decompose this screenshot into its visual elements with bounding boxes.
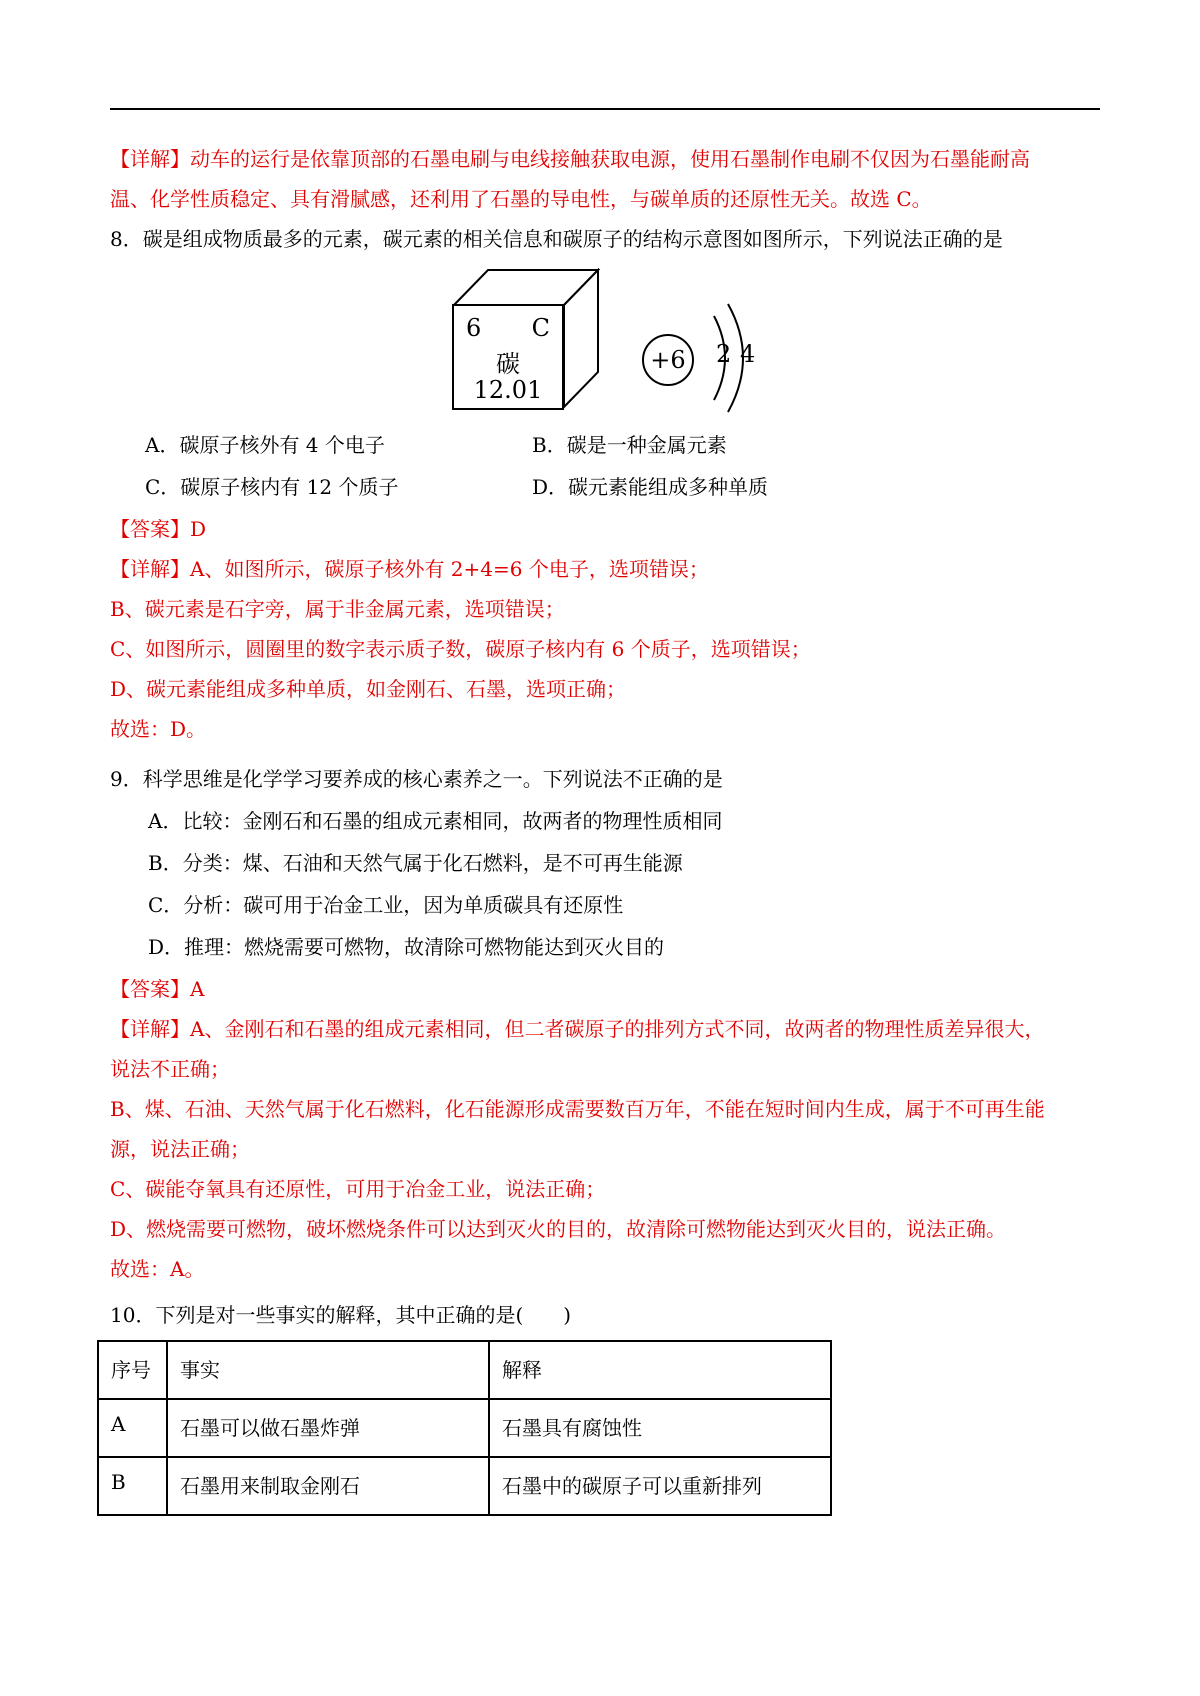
q9-detail-line: C、碳能夺氧具有还原性，可用于冶金工业，说法正确； (110, 1177, 606, 1201)
table-header-cell: 事实 (167, 1341, 489, 1399)
q8-detail-line: D、碳元素能组成多种单质，如金刚石、石墨，选项正确； (110, 677, 627, 701)
table-cell: 石墨具有腐蚀性 (489, 1399, 831, 1457)
q9-detail-line: 说法不正确； (110, 1057, 230, 1081)
table-header-row (98, 1341, 831, 1399)
q9-detail-line: 【详解】A、金刚石和石墨的组成元素相同，但二者碳原子的排列方式不同，故两者的物理性质差异很大， (110, 1017, 1045, 1041)
atomic-mass: 12.01 (473, 376, 543, 404)
table-header-cell: 序号 (98, 1341, 167, 1399)
q8-detail-line: 【详解】A、如图所示，碳原子核外有 2+4=6 个电子，选项错误； (110, 557, 709, 581)
table-cell: 石墨用来制取金刚石 (167, 1457, 489, 1515)
table-cell: 石墨可以做石墨炸弹 (167, 1399, 489, 1457)
table-cell: A (98, 1399, 167, 1457)
shell-2-electrons: 4 (740, 340, 756, 368)
shell-1-electrons: 2 (716, 340, 732, 368)
q9-stem: 9．科学思维是化学学习要养成的核心素养之一。下列说法不正确的是 (110, 767, 723, 791)
q10-table (97, 1340, 832, 1516)
table-cell: B (98, 1457, 167, 1515)
q9-detail-line: B、煤、石油、天然气属于化石燃料，化石能源形成需要数百万年，不能在短时间内生成，属于不可再生能 (110, 1097, 1045, 1121)
q9-option: A．比较：金刚石和石墨的组成元素相同，故两者的物理性质相同 (148, 809, 723, 833)
header-rule (110, 108, 1100, 110)
q9-option: B．分类：煤、石油和天然气属于化石燃料，是不可再生能源 (148, 851, 683, 875)
q8-option-d: D．碳元素能组成多种单质 (532, 475, 769, 499)
atomic-number: 6 (466, 314, 482, 342)
q9-detail-line: 故选：A。 (110, 1257, 205, 1281)
q8-option-a: A．碳原子核外有 4 个电子 (145, 433, 385, 457)
table-header-cell: 解释 (489, 1341, 831, 1399)
q7-detail-line1 (110, 146, 1030, 172)
carbon-figure (452, 268, 762, 418)
nucleus-circle: +6 (642, 334, 694, 386)
q10-stem: 10．下列是对一些事实的解释，其中正确的是( ) (110, 1303, 572, 1327)
element-tile (452, 304, 564, 410)
element-name: 碳 (496, 350, 520, 378)
element-symbol: C (531, 314, 550, 342)
q8-stem: 8．碳是组成物质最多的元素，碳元素的相关信息和碳原子的结构示意图如图所示，下列说法正确的是 (110, 227, 1003, 251)
q7-detail-line2: 温、化学性质稳定、具有滑腻感，还利用了石墨的导电性，与碳单质的还原性无关。故选 C。 (110, 187, 932, 211)
q8-option-b: B．碳是一种金属元素 (532, 433, 727, 457)
table-row (98, 1457, 831, 1515)
q9-detail-line: D、燃烧需要可燃物，破坏燃烧条件可以达到灭火的目的，故清除可燃物能达到灭火目的，说法正确。 (110, 1217, 1007, 1241)
q8-answer: 【答案】D (110, 517, 207, 541)
q8-detail-line: 故选：D。 (110, 717, 207, 741)
q8-option-c: C．碳原子核内有 12 个质子 (145, 475, 399, 499)
q7-detail-text1: 动车的运行是依靠顶部的石墨电刷与电线接触获取电源，使用石墨制作电刷不仅因为石墨能耐高 (190, 147, 1030, 171)
q9-answer: 【答案】A (110, 977, 205, 1001)
table-row (98, 1399, 831, 1457)
q9-detail-line: 源，说法正确； (110, 1137, 250, 1161)
q9-option: C．分析：碳可用于冶金工业，因为单质碳具有还原性 (148, 893, 624, 917)
q8-detail-line: C、如图所示，圆圈里的数字表示质子数，碳原子核内有 6 个质子，选项错误； (110, 637, 811, 661)
q8-detail-line: B、碳元素是石字旁，属于非金属元素，选项错误； (110, 597, 565, 621)
q9-option: D．推理：燃烧需要可燃物，故清除可燃物能达到灭火目的 (148, 935, 665, 959)
detail-tag: 【详解】 (110, 147, 190, 171)
table-cell: 石墨中的碳原子可以重新排列 (489, 1457, 831, 1515)
